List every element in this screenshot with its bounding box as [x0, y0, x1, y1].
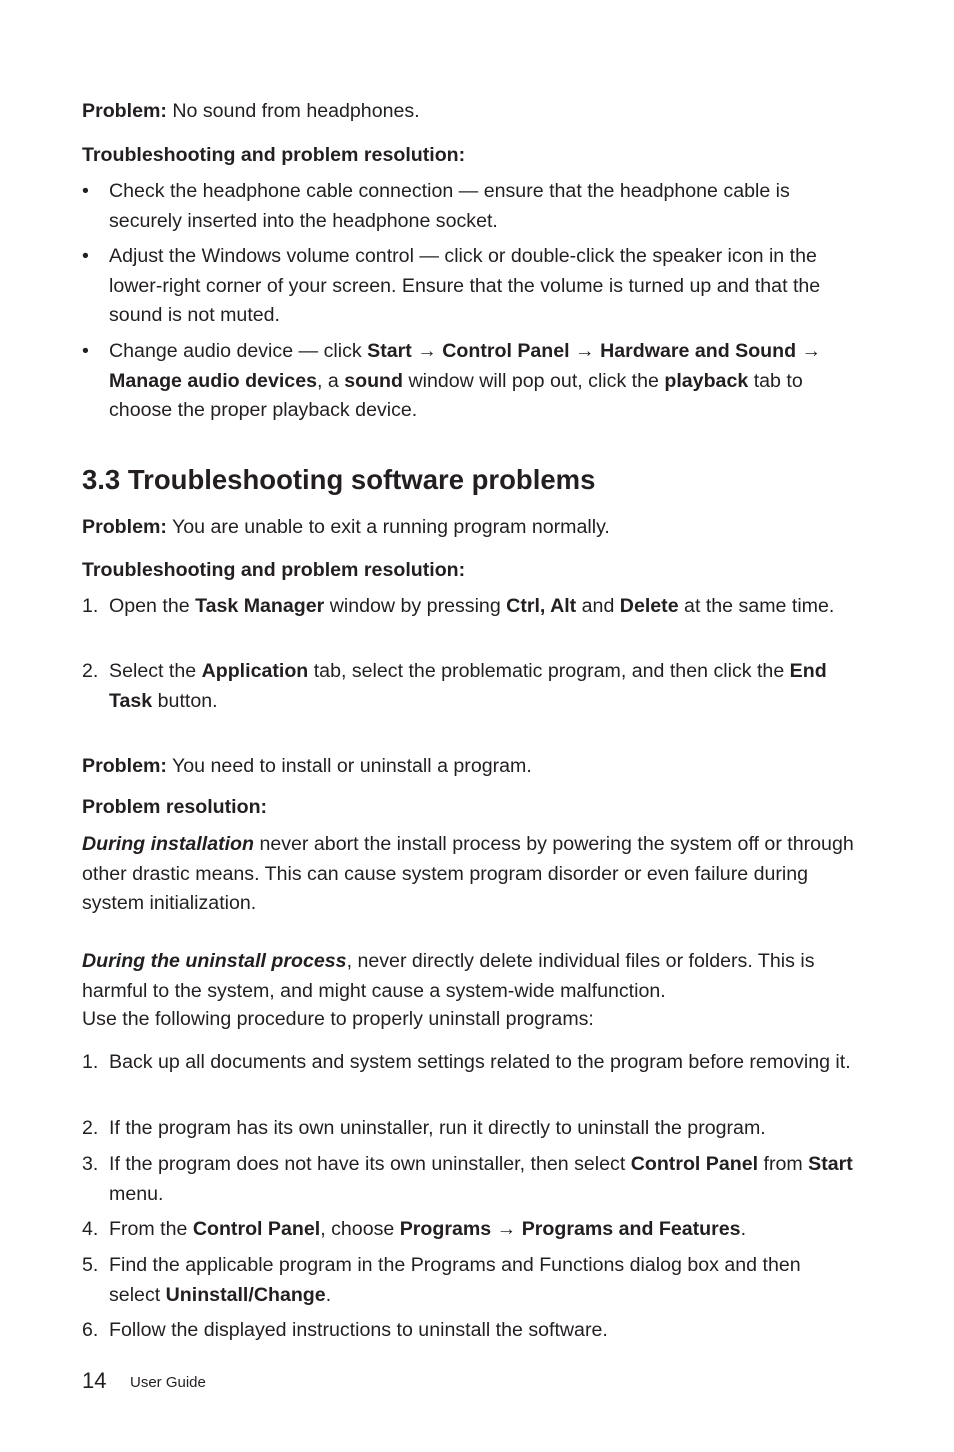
- paragraph: [82, 556, 857, 586]
- emphasis-text: Problem:: [82, 755, 167, 777]
- bullet-marker: •: [82, 245, 89, 267]
- emphasis-text: Task Manager: [195, 595, 325, 617]
- text-run: tab, select the problematic program, and then click the: [308, 660, 790, 682]
- list-number: 1.: [82, 595, 99, 617]
- list-item: [82, 1316, 857, 1346]
- text-run: from: [758, 1153, 809, 1175]
- text-run: .: [325, 1283, 332, 1306]
- list-item: [82, 1048, 857, 1078]
- emphasis-text: Problem resolution:: [82, 796, 268, 818]
- text-run: , a: [316, 369, 345, 392]
- text-run: Select the: [109, 660, 202, 682]
- paragraph: [82, 793, 857, 823]
- text-run: Open the: [109, 595, 196, 617]
- paragraph: [82, 141, 857, 171]
- text-run: tab to choose the proper playback device.: [109, 369, 803, 421]
- emphasis-text: Application: [201, 660, 309, 682]
- paragraph: [82, 830, 857, 919]
- text-run: at the same time.: [678, 595, 835, 617]
- list-number: 6.: [82, 1319, 99, 1341]
- list-item-text: [109, 1215, 857, 1245]
- emphasis-text: Problem:: [82, 516, 167, 538]
- text-run: From the: [109, 1218, 193, 1240]
- list-item: [82, 177, 857, 236]
- text-run: Use the following procedure to properly uninstall programs:: [82, 1008, 594, 1030]
- emphasis-text: sound: [344, 369, 403, 392]
- text-run: 3.3 Troubleshooting software problems: [82, 464, 596, 495]
- emphasis-text: playback: [664, 369, 749, 392]
- paragraph: [82, 752, 857, 782]
- text-run: If the program has its own uninstaller, run it directly to uninstall the program.: [109, 1117, 766, 1139]
- paragraph: [82, 947, 857, 1006]
- emphasis-text: Uninstall/Change: [165, 1283, 326, 1306]
- list-item-text: [109, 1114, 857, 1144]
- emphasis-text: Start: [808, 1153, 853, 1175]
- text-run: You are unable to exit a running program normally.: [166, 516, 610, 538]
- text-run: Change audio device — click: [109, 340, 368, 362]
- text-run: No sound from headphones.: [166, 100, 420, 122]
- section-heading: [82, 462, 857, 498]
- text-run: window by pressing: [324, 595, 507, 617]
- emphasis-text: End Task: [109, 660, 827, 712]
- emphasis-text: During installation: [82, 833, 254, 855]
- list-item-text: [109, 657, 857, 716]
- list-item-text: [109, 592, 857, 622]
- text-run: Find the applicable program in the Programs and Functions dialog box and then select: [109, 1254, 801, 1306]
- text-run: Back up all documents and system settings related to the program before removing it.: [109, 1051, 851, 1073]
- list-item: [82, 1251, 857, 1310]
- list-item: [82, 1150, 857, 1209]
- text-run: Follow the displayed instructions to uninstall the software.: [109, 1319, 608, 1341]
- list-item: [82, 242, 857, 331]
- page-number: 14: [82, 1368, 107, 1393]
- emphasis-text: During the uninstall process: [82, 950, 347, 972]
- list-number: 4.: [82, 1218, 99, 1240]
- text-run: Adjust the Windows volume control — click or double-click the speaker icon in the lower-right corner of your screen. Ensure that the volume is turned up and that the sound is not muted.: [109, 245, 821, 326]
- list-item-text: [109, 1251, 857, 1310]
- list-number: 5.: [82, 1254, 99, 1276]
- text-run: menu.: [109, 1182, 164, 1205]
- list-item: [82, 1114, 857, 1144]
- text-run: .: [740, 1218, 747, 1240]
- paragraph: [82, 1005, 857, 1035]
- footer-label: User Guide: [130, 1374, 206, 1391]
- text-run: , never directly delete individual files or folders. This is harmful to the system, and might cause a system-wide malfunction.: [82, 950, 815, 1002]
- bullet-marker: •: [82, 180, 89, 202]
- emphasis-text: Ctrl, Alt: [506, 595, 577, 617]
- emphasis-text: Programs → Programs and Features: [399, 1218, 741, 1240]
- emphasis-text: Problem:: [82, 100, 167, 122]
- emphasis-text: Control Panel: [630, 1153, 759, 1175]
- list-item: [82, 337, 857, 426]
- text-run: button.: [152, 689, 218, 712]
- emphasis-text: Control Panel: [192, 1218, 321, 1240]
- list-item-text: [109, 1048, 857, 1078]
- list-item-text: [109, 1316, 857, 1346]
- text-run: , choose: [320, 1218, 400, 1240]
- emphasis-text: Start → Control Panel → Hardware and Sound → Manage audio devices: [109, 340, 822, 392]
- list-number: 3.: [82, 1153, 99, 1175]
- bullet-marker: •: [82, 340, 89, 362]
- list-item: [82, 657, 857, 716]
- list-item-text: [109, 242, 857, 331]
- list-item-text: [109, 177, 857, 236]
- list-item-text: [109, 337, 857, 426]
- list-number: 2.: [82, 660, 99, 682]
- text-run: Check the headphone cable connection — ensure that the headphone cable is securely inserted into the headphone socket.: [109, 180, 790, 232]
- text-run: window will pop out, click the: [403, 369, 665, 392]
- list-number: 1.: [82, 1051, 99, 1073]
- text-run: If the program does not have its own uninstaller, then select: [109, 1153, 631, 1175]
- text-run: never abort the install process by powering the system off or through other drastic means. This can cause system program disorder or even failure during system initialization.: [82, 833, 854, 914]
- list-item-text: [109, 1150, 857, 1209]
- list-number: 2.: [82, 1117, 99, 1139]
- text-run: You need to install or uninstall a program.: [166, 755, 532, 777]
- paragraph: [82, 513, 857, 543]
- emphasis-text: Troubleshooting and problem resolution:: [82, 144, 466, 166]
- list-item: [82, 592, 857, 622]
- paragraph: [82, 97, 857, 127]
- emphasis-text: Troubleshooting and problem resolution:: [82, 559, 466, 581]
- list-item: [82, 1215, 857, 1245]
- emphasis-text: Delete: [619, 595, 679, 617]
- text-run: and: [576, 595, 620, 617]
